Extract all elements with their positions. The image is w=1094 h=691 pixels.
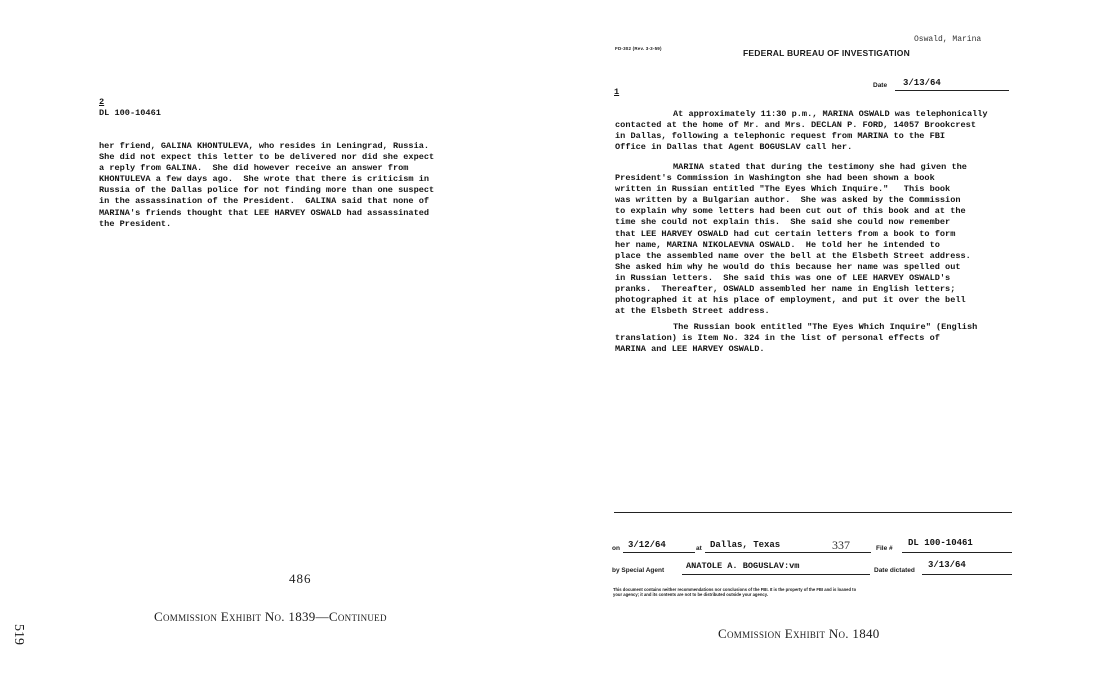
para2-line: photographed it at his place of employment, and put it over the bell xyxy=(615,295,966,306)
disclaimer-line-1: This document contains neither recommendations nor conclusions of the FBI. It is the property of the FBI and is loaned to xyxy=(613,587,857,592)
dictated-underline xyxy=(922,574,1012,575)
left-body-line: her friend, GALINA KHONTULEVA, who resides in Leningrad, Russia. xyxy=(99,141,430,151)
left-exhibit-caption: Commission Exhibit No. 1839—Continued xyxy=(154,609,387,624)
dictated-label: Date dictated xyxy=(874,567,915,574)
form-code: FD-302 (Rev. 3-3-59) xyxy=(615,46,662,51)
para2-line: was written by a Bulgarian author. She was asked by the Commission xyxy=(615,195,961,206)
right-paragraph-1 xyxy=(615,109,1025,153)
left-body-line: a reply from GALINA. She did however receive an answer from xyxy=(99,163,409,174)
file-underline xyxy=(902,552,1012,553)
para2-line: President's Commission in Washington she had been shown a book xyxy=(615,173,935,184)
left-body-line: KHONTULEVA a few days ago. She wrote that there is criticism in xyxy=(99,174,430,185)
disclaimer-line-2: your agency; it and its contents are not to be distributed outside your agency. xyxy=(613,592,768,598)
right-page-mark: 1 xyxy=(614,87,620,97)
para2-line: place the assembled name over the bell at the Elsbeth Street address. xyxy=(615,250,971,261)
left-file-ref: DL 100-10461 xyxy=(99,108,161,118)
on-label: on xyxy=(612,545,620,552)
disclaimer xyxy=(613,587,1013,597)
para3-line: MARINA and LEE HARVEY OSWALD. xyxy=(615,344,765,355)
handwritten-code: 337 xyxy=(832,538,850,552)
on-underline xyxy=(623,552,695,553)
right-paragraph-3 xyxy=(615,322,1025,355)
left-body-line: in the assassination of the President. GALINA said that none of xyxy=(99,196,430,207)
file-value: DL 100-10461 xyxy=(908,538,973,548)
date-label: Date xyxy=(873,82,888,89)
right-exhibit-caption: Commission Exhibit No. 1840 xyxy=(718,626,880,641)
left-page-number: 2 xyxy=(99,97,105,107)
para2-line: MARINA stated that during the testimony she had given the xyxy=(673,162,967,172)
left-stamp-number: 486 xyxy=(289,571,312,586)
footer-top-rule xyxy=(614,512,1012,513)
para2-line: pranks. Thereafter, OSWALD assembled her name in English letters; xyxy=(615,284,956,295)
agent-underline xyxy=(682,574,870,575)
para2-line: in Russian letters. She said this was one of LEE HARVEY OSWALD's xyxy=(615,272,951,283)
para3-line: The Russian book entitled "The Eyes Which Inquire" (English xyxy=(673,322,978,332)
para1-line: in Dallas, following a telephonic request from MARINA to the FBI xyxy=(615,131,946,142)
agency-header: FEDERAL BUREAU OF INVESTIGATION xyxy=(743,48,910,58)
para2-line: her name, MARINA NIKOLAEVNA OSWALD. He told her he intended to xyxy=(615,239,940,250)
left-body-text xyxy=(99,141,479,230)
para2-line: that LEE HARVEY OSWALD had cut certain letters from a book to form xyxy=(615,228,956,239)
margin-page-number: 519 xyxy=(11,624,26,645)
para2-line: at the Elsbeth Street address. xyxy=(615,306,770,317)
at-underline xyxy=(705,552,871,553)
footer-row-2 xyxy=(612,560,1014,576)
file-label: File # xyxy=(876,545,893,552)
on-value: 3/12/64 xyxy=(628,540,666,550)
para1-line: At approximately 11:30 p.m., MARINA OSWALD was telephonically xyxy=(673,109,988,119)
left-body-line: Russia of the Dallas police for not finding more than one suspect xyxy=(99,185,435,196)
handwritten-note: Oswald, Marina xyxy=(914,35,982,44)
agent-label: by Special Agent xyxy=(612,567,665,574)
agent-value: ANATOLE A. BOGUSLAV:vm xyxy=(686,561,800,571)
at-label: at xyxy=(696,545,702,552)
para2-line: time she could not explain this. She said she could now remember xyxy=(615,217,951,228)
left-body-line: MARINA's friends thought that LEE HARVEY OSWALD had assassinated xyxy=(99,207,430,218)
para2-line: She asked him why he would do this because her name was spelled out xyxy=(615,261,961,272)
para1-line: contacted at the home of Mr. and Mrs. DECLAN P. FORD, 14057 Brookcrest xyxy=(615,120,976,131)
para2-line: to explain why some letters had been cut out of this book and at the xyxy=(615,206,966,217)
date-underline xyxy=(895,90,1009,91)
at-value: Dallas, Texas xyxy=(710,540,781,550)
footer-row-1 xyxy=(612,538,1014,554)
para2-line: written in Russian entitled "The Eyes Which Inquire." This book xyxy=(615,184,951,195)
date-line xyxy=(873,78,1009,92)
left-body-line: the President. xyxy=(99,218,172,229)
para1-line: Office in Dallas that Agent BOGUSLAV call her. xyxy=(615,142,853,153)
left-body-line: She did not expect this letter to be delivered nor did she expect xyxy=(99,152,435,163)
right-paragraph-2 xyxy=(615,162,1025,317)
date-value: 3/13/64 xyxy=(903,78,941,88)
para3-line: translation) is Item No. 324 in the list of personal effects of xyxy=(615,333,940,344)
dictated-value: 3/13/64 xyxy=(928,560,966,570)
